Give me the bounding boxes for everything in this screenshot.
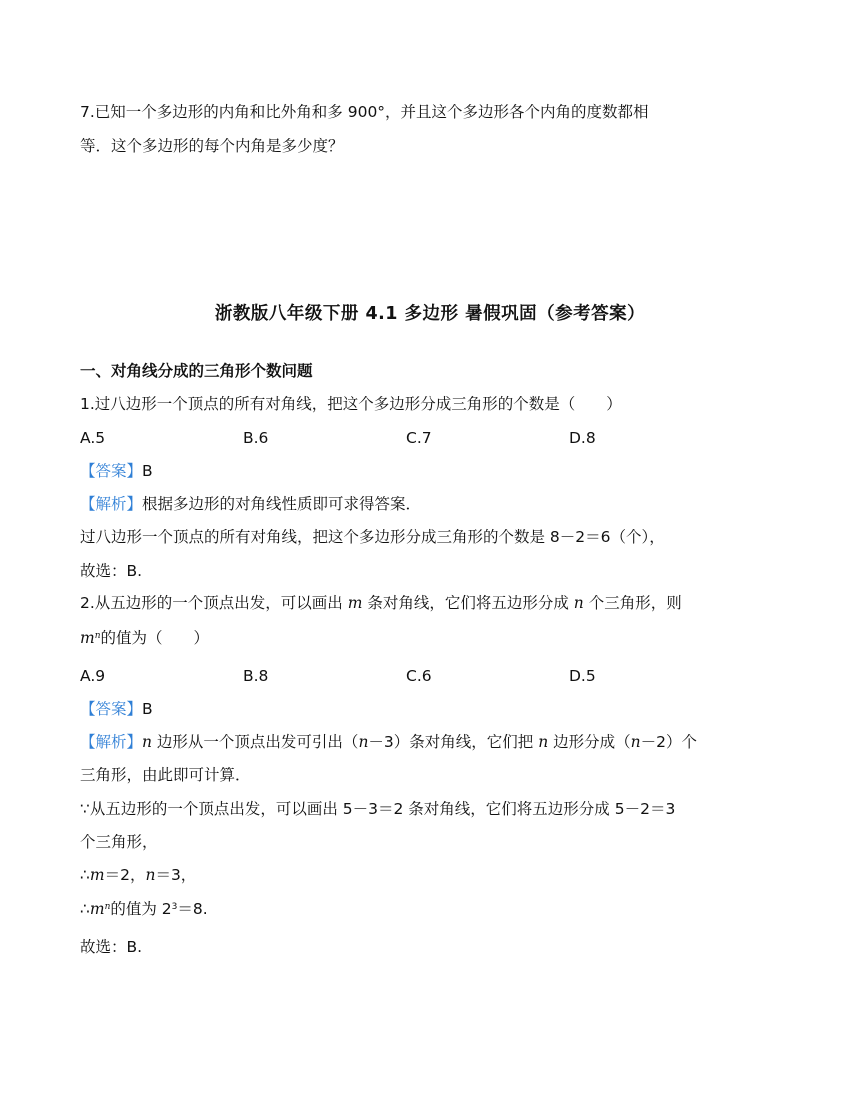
q2-analysis-line-4: 个三角形， xyxy=(80,833,158,851)
q1-option-c: C.7 xyxy=(406,429,432,447)
text: 的值为 2 xyxy=(110,900,172,918)
q1-choose: 故选：B. xyxy=(80,562,143,580)
analysis-tag: 【解析】 xyxy=(80,733,143,751)
q1-option-b: B.6 xyxy=(243,429,269,447)
q2-answer xyxy=(80,699,153,719)
math-var: m xyxy=(80,629,95,647)
q1-explanation: 过八边形一个顶点的所有对角线，把这个多边形分成三角形的个数是 8－2＝6（个）， xyxy=(80,528,665,546)
q2-option-d: D.5 xyxy=(569,667,596,685)
q7-line-2: 等．这个多边形的每个内角是多少度？ xyxy=(80,137,344,155)
page-title: 浙教版八年级下册 4.1 多边形 暑假巩固（参考答案） xyxy=(214,304,646,324)
text: 个三角形，则 xyxy=(583,594,682,612)
math-var: n xyxy=(358,733,369,751)
math-var: m xyxy=(89,866,105,884)
q2-option-b: B.8 xyxy=(243,667,269,685)
text: －3）条对角线，它们把 xyxy=(368,733,539,751)
q2-option-c: C.6 xyxy=(406,667,432,685)
q2-stem-line-1 xyxy=(80,593,682,613)
answer-tag: 【答案】 xyxy=(80,462,143,480)
answer-value: B xyxy=(142,700,153,718)
text: ＝2， xyxy=(104,866,146,884)
q1-analysis xyxy=(80,494,421,514)
q2-analysis-line-6 xyxy=(80,899,208,919)
q2-analysis-line-3: ∵从五边形的一个顶点出发，可以画出 5－3＝2 条对角线，它们将五边形分成 5－2＝3 xyxy=(80,800,676,818)
q1-stem: 1.过八边形一个顶点的所有对角线，把这个多边形分成三角形的个数是（ ） xyxy=(80,395,622,413)
text: 边形分成（ xyxy=(548,733,631,751)
text: ＝8. xyxy=(177,900,208,918)
q2-analysis-line-5 xyxy=(80,865,196,885)
answer-value: B xyxy=(142,462,153,480)
analysis-tag: 【解析】 xyxy=(80,495,143,513)
q2-analysis-line-2: 三角形，由此即可计算． xyxy=(80,766,251,784)
math-exponent: n xyxy=(94,631,101,641)
math-var: n xyxy=(538,733,549,751)
text: －2）个 xyxy=(640,733,697,751)
math-var: m xyxy=(347,594,363,612)
analysis-text: 根据多边形的对角线性质即可求得答案． xyxy=(142,495,422,513)
text: 条对角线，它们将五边形分成 xyxy=(362,594,574,612)
q2-choose: 故选：B. xyxy=(80,938,143,956)
text: 边形从一个顶点出发可引出（ xyxy=(152,733,359,751)
answer-tag: 【答案】 xyxy=(80,700,143,718)
math-var: n xyxy=(573,594,584,612)
q1-answer xyxy=(80,461,153,481)
q2-option-a: A.9 xyxy=(80,667,106,685)
section-heading: 一、对角线分成的三角形个数问题 xyxy=(80,362,313,380)
text: ＝3， xyxy=(155,866,197,884)
math-var: n xyxy=(630,733,641,751)
q2-analysis-line-1 xyxy=(80,732,697,752)
q2-stem-line-2 xyxy=(80,628,209,648)
text: 的值为（ ） xyxy=(100,629,210,647)
q1-option-d: D.8 xyxy=(569,429,596,447)
math-var: n xyxy=(142,733,152,751)
text: 2.从五边形的一个顶点出发，可以画出 xyxy=(80,594,348,612)
therefore-symbol: ∴ xyxy=(80,900,90,918)
math-exponent: 3 xyxy=(171,902,178,912)
therefore-symbol: ∴ xyxy=(80,866,90,884)
math-var: n xyxy=(145,866,156,884)
q1-option-a: A.5 xyxy=(80,429,106,447)
math-var: m xyxy=(89,900,105,918)
q7-line-1: 7.已知一个多边形的内角和比外角和多 900°，并且这个多边形各个内角的度数都相 xyxy=(80,103,649,121)
math-exponent: n xyxy=(104,902,111,912)
